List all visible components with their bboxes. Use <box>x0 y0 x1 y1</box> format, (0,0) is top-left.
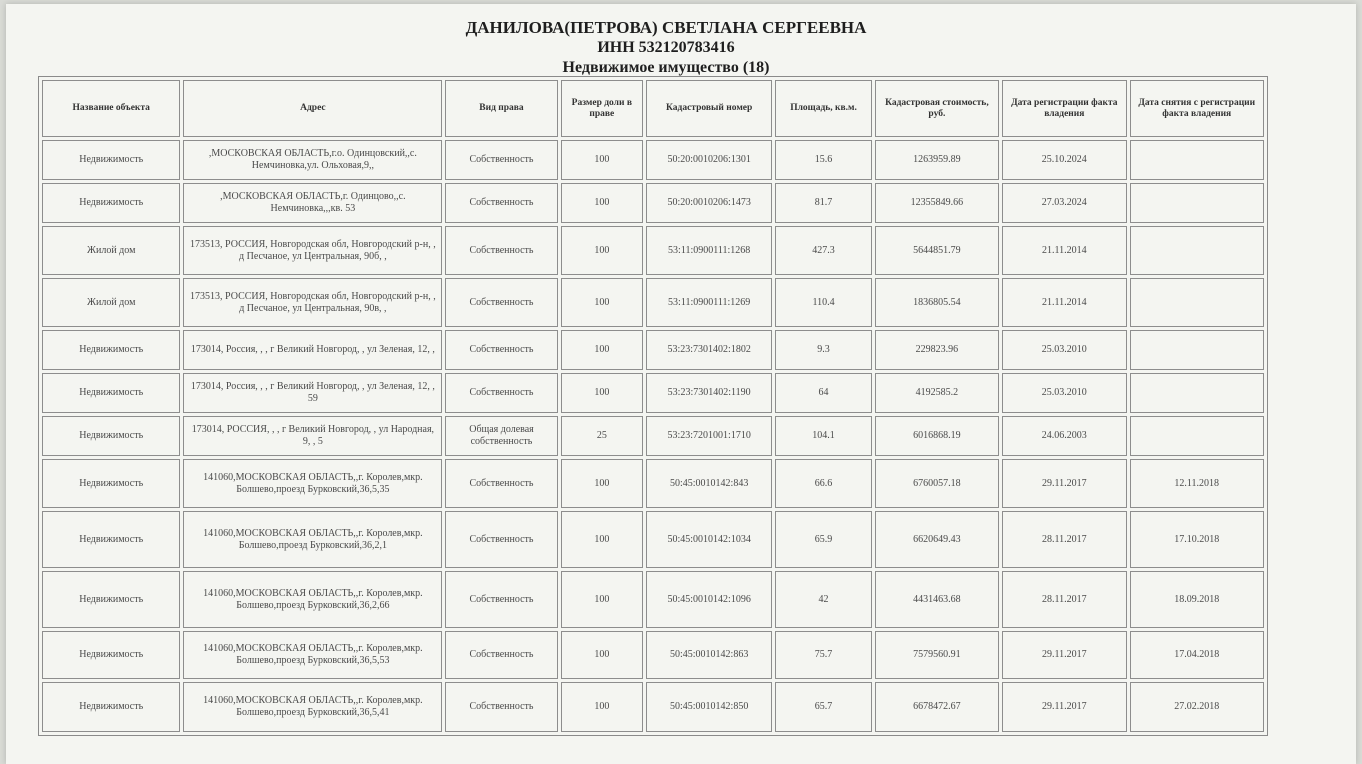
share-cell: 100 <box>561 571 643 628</box>
cadastral-number-cell: 50:45:0010142:850 <box>646 682 772 732</box>
right-type-cell: Собственность <box>445 373 557 413</box>
table-row <box>42 682 1264 732</box>
area-cell: 65.9 <box>775 511 871 568</box>
object-name-cell: Жилой дом <box>42 226 180 275</box>
cadastral-value-cell: 6678472.67 <box>875 682 999 732</box>
table-row <box>42 373 1264 413</box>
address-cell: ,МОСКОВСКАЯ ОБЛАСТЬ,г.о. Одинцовский,,с. Немчиновка,ул. Ольховая,9,, <box>183 140 442 180</box>
cadastral-number-cell: 50:20:0010206:1301 <box>646 140 772 180</box>
table-row <box>42 631 1264 679</box>
area-cell: 104.1 <box>775 416 871 456</box>
document-header <box>6 18 1326 78</box>
cadastral-value-cell: 4192585.2 <box>875 373 999 413</box>
deregistration-date-cell <box>1130 140 1265 180</box>
column-header: Адрес <box>183 80 442 137</box>
area-cell: 75.7 <box>775 631 871 679</box>
object-name-cell: Недвижимость <box>42 183 180 223</box>
cadastral-value-cell: 6620649.43 <box>875 511 999 568</box>
table-row <box>42 183 1264 223</box>
table-header-row <box>42 80 1264 137</box>
right-type-cell: Собственность <box>445 226 557 275</box>
share-cell: 100 <box>561 183 643 223</box>
deregistration-date-cell <box>1130 416 1265 456</box>
share-cell: 100 <box>561 226 643 275</box>
share-cell: 25 <box>561 416 643 456</box>
deregistration-date-cell <box>1130 183 1265 223</box>
right-type-cell: Собственность <box>445 571 557 628</box>
right-type-cell: Собственность <box>445 511 557 568</box>
area-cell: 42 <box>775 571 871 628</box>
column-header: Дата снятия с регистрации факта владения <box>1130 80 1265 137</box>
table-row <box>42 511 1264 568</box>
object-name-cell: Недвижимость <box>42 631 180 679</box>
cadastral-number-cell: 53:23:7301402:1190 <box>646 373 772 413</box>
cadastral-value-cell: 229823.96 <box>875 330 999 370</box>
object-name-cell: Недвижимость <box>42 571 180 628</box>
deregistration-date-cell: 27.02.2018 <box>1130 682 1265 732</box>
share-cell: 100 <box>561 373 643 413</box>
area-cell: 427.3 <box>775 226 871 275</box>
object-name-cell: Жилой дом <box>42 278 180 327</box>
cadastral-number-cell: 53:23:7301402:1802 <box>646 330 772 370</box>
owner-inn: ИНН 532120783416 <box>597 39 735 56</box>
cadastral-number-cell: 50:45:0010142:863 <box>646 631 772 679</box>
document-page <box>6 4 1356 764</box>
object-name-cell: Недвижимость <box>42 330 180 370</box>
address-cell: 173513, РОССИЯ, Новгородская обл, Новгородский р-н, , д Песчаное, ул Центральная, 90в, , <box>183 278 442 327</box>
area-cell: 66.6 <box>775 459 871 508</box>
deregistration-date-cell: 17.04.2018 <box>1130 631 1265 679</box>
deregistration-date-cell <box>1130 226 1265 275</box>
column-header: Кадастровый номер <box>646 80 772 137</box>
table-row <box>42 278 1264 327</box>
table-row <box>42 330 1264 370</box>
cadastral-value-cell: 1263959.89 <box>875 140 999 180</box>
deregistration-date-cell <box>1130 330 1265 370</box>
object-name-cell: Недвижимость <box>42 140 180 180</box>
cadastral-number-cell: 53:11:0900111:1268 <box>646 226 772 275</box>
registration-date-cell: 21.11.2014 <box>1002 278 1126 327</box>
address-cell: 141060,МОСКОВСКАЯ ОБЛАСТЬ,,г. Королев,мкр. Болшево,проезд Бурковский,36,5,35 <box>183 459 442 508</box>
registration-date-cell: 28.11.2017 <box>1002 571 1126 628</box>
table-row <box>42 226 1264 275</box>
address-cell: 141060,МОСКОВСКАЯ ОБЛАСТЬ,,г. Королев,мкр. Болшево,проезд Бурковский,36,5,53 <box>183 631 442 679</box>
area-cell: 65.7 <box>775 682 871 732</box>
deregistration-date-cell: 17.10.2018 <box>1130 511 1265 568</box>
share-cell: 100 <box>561 459 643 508</box>
area-cell: 81.7 <box>775 183 871 223</box>
registration-date-cell: 29.11.2017 <box>1002 631 1126 679</box>
column-header: Дата регистрации факта владения <box>1002 80 1126 137</box>
object-name-cell: Недвижимость <box>42 682 180 732</box>
right-type-cell: Собственность <box>445 140 557 180</box>
share-cell: 100 <box>561 682 643 732</box>
right-type-cell: Общая долевая собственность <box>445 416 557 456</box>
cadastral-value-cell: 6016868.19 <box>875 416 999 456</box>
column-header: Название объекта <box>42 80 180 137</box>
table-body <box>42 140 1264 732</box>
share-cell: 100 <box>561 140 643 180</box>
address-cell: 173014, РОССИЯ, , , г Великий Новгород, , ул Народная, 9, , 5 <box>183 416 442 456</box>
cadastral-number-cell: 50:45:0010142:843 <box>646 459 772 508</box>
table-row <box>42 416 1264 456</box>
owner-name: ДАНИЛОВА(ПЕТРОВА) СВЕТЛАНА СЕРГЕЕВНА <box>465 18 867 37</box>
cadastral-number-cell: 53:23:7201001:1710 <box>646 416 772 456</box>
area-cell: 9.3 <box>775 330 871 370</box>
registration-date-cell: 29.11.2017 <box>1002 459 1126 508</box>
right-type-cell: Собственность <box>445 278 557 327</box>
table-row <box>42 140 1264 180</box>
cadastral-value-cell: 5644851.79 <box>875 226 999 275</box>
cadastral-value-cell: 1836805.54 <box>875 278 999 327</box>
right-type-cell: Собственность <box>445 682 557 732</box>
column-header: Вид права <box>445 80 557 137</box>
property-table <box>38 76 1268 736</box>
share-cell: 100 <box>561 631 643 679</box>
section-title: Недвижимое имущество (18) <box>562 59 770 76</box>
address-cell: 173513, РОССИЯ, Новгородская обл, Новгородский р-н, , д Песчаное, ул Центральная, 90б, , <box>183 226 442 275</box>
registration-date-cell: 25.03.2010 <box>1002 330 1126 370</box>
share-cell: 100 <box>561 278 643 327</box>
address-cell: 141060,МОСКОВСКАЯ ОБЛАСТЬ,,г. Королев,мкр. Болшево,проезд Бурковский,36,5,41 <box>183 682 442 732</box>
deregistration-date-cell: 12.11.2018 <box>1130 459 1265 508</box>
deregistration-date-cell <box>1130 278 1265 327</box>
address-cell: 173014, Россия, , , г Великий Новгород, , ул Зеленая, 12, , <box>183 330 442 370</box>
share-cell: 100 <box>561 330 643 370</box>
table-row <box>42 571 1264 628</box>
right-type-cell: Собственность <box>445 183 557 223</box>
cadastral-value-cell: 12355849.66 <box>875 183 999 223</box>
address-cell: 141060,МОСКОВСКАЯ ОБЛАСТЬ,,г. Королев,мкр. Болшево,проезд Бурковский,36,2,66 <box>183 571 442 628</box>
column-header: Кадастровая стоимость, руб. <box>875 80 999 137</box>
table-row <box>42 459 1264 508</box>
right-type-cell: Собственность <box>445 631 557 679</box>
address-cell: ,МОСКОВСКАЯ ОБЛАСТЬ,г. Одинцово,,с. Немчиновка,,,кв. 53 <box>183 183 442 223</box>
object-name-cell: Недвижимость <box>42 373 180 413</box>
cadastral-number-cell: 53:11:0900111:1269 <box>646 278 772 327</box>
cadastral-number-cell: 50:20:0010206:1473 <box>646 183 772 223</box>
registration-date-cell: 27.03.2024 <box>1002 183 1126 223</box>
address-cell: 141060,МОСКОВСКАЯ ОБЛАСТЬ,,г. Королев,мкр. Болшево,проезд Бурковский,36,2,1 <box>183 511 442 568</box>
object-name-cell: Недвижимость <box>42 459 180 508</box>
right-type-cell: Собственность <box>445 459 557 508</box>
registration-date-cell: 25.03.2010 <box>1002 373 1126 413</box>
object-name-cell: Недвижимость <box>42 511 180 568</box>
column-header: Площадь, кв.м. <box>775 80 871 137</box>
right-type-cell: Собственность <box>445 330 557 370</box>
address-cell: 173014, Россия, , , г Великий Новгород, , ул Зеленая, 12, , 59 <box>183 373 442 413</box>
cadastral-value-cell: 7579560.91 <box>875 631 999 679</box>
deregistration-date-cell: 18.09.2018 <box>1130 571 1265 628</box>
cadastral-number-cell: 50:45:0010142:1096 <box>646 571 772 628</box>
registration-date-cell: 28.11.2017 <box>1002 511 1126 568</box>
registration-date-cell: 24.06.2003 <box>1002 416 1126 456</box>
share-cell: 100 <box>561 511 643 568</box>
area-cell: 110.4 <box>775 278 871 327</box>
cadastral-value-cell: 4431463.68 <box>875 571 999 628</box>
object-name-cell: Недвижимость <box>42 416 180 456</box>
registration-date-cell: 21.11.2014 <box>1002 226 1126 275</box>
area-cell: 64 <box>775 373 871 413</box>
cadastral-number-cell: 50:45:0010142:1034 <box>646 511 772 568</box>
registration-date-cell: 29.11.2017 <box>1002 682 1126 732</box>
deregistration-date-cell <box>1130 373 1265 413</box>
column-header: Размер доли в праве <box>561 80 643 137</box>
registration-date-cell: 25.10.2024 <box>1002 140 1126 180</box>
cadastral-value-cell: 6760057.18 <box>875 459 999 508</box>
area-cell: 15.6 <box>775 140 871 180</box>
